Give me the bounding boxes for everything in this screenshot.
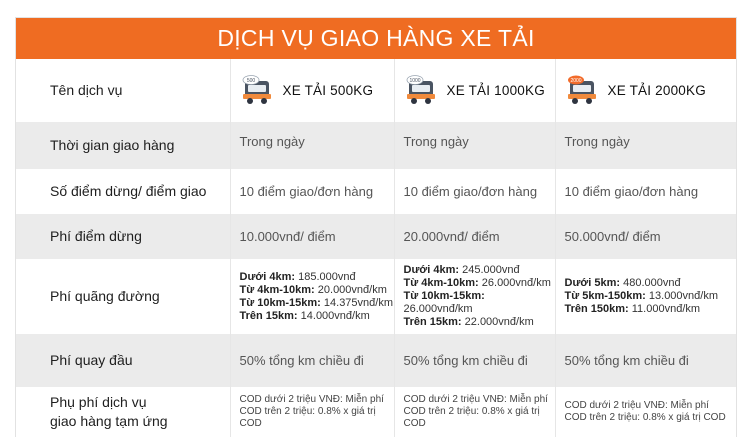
table-cell: Trong ngày [394,122,555,169]
cod-line: COD trên 2 triệu: 0.8% x giá trị COD [564,412,726,423]
table-cell: 20.000vnđ/ điểm [394,214,555,259]
table-row-service-name [16,59,736,122]
table-row-distance-fee [16,259,736,334]
fee-line: Từ 10km-15km: 14.375vnđ/km [239,296,393,309]
truck-name-500: XE TẢI 500KG [282,83,374,98]
fee-line: Dưới 4km: 245.000vnđ [403,264,520,276]
table-cell [394,387,555,437]
fee-line: Từ 10km-15km: 26.000vnđ/km [403,290,485,315]
table-cell: Trong ngày [230,122,394,169]
row-label-cod-fee [16,387,230,437]
table-cell: 10.000vnđ/ điểm [230,214,394,259]
table-row-delivery-time [16,122,736,169]
truck-icon [239,75,275,107]
truck-icon [403,75,439,107]
fee-line: Từ 5km-150km: 13.000vnđ/km [564,290,718,302]
truck-name-1000: XE TẢI 1000KG [446,83,545,98]
pricing-table [16,59,736,437]
truck-header-1000 [394,59,555,122]
truck-header-2000 [555,59,736,122]
cod-line: COD dưới 2 triệu VNĐ: Miễn phí [239,394,384,405]
row-label-return-fee: Phí quay đầu [16,334,230,387]
table-cell [394,259,555,334]
truck-name-2000: XE TẢI 2000KG [607,83,706,98]
table-row-cod-fee [16,387,736,437]
fee-line: Trên 15km: 14.000vnđ/km [239,309,370,322]
svg-text:2000: 2000 [569,77,582,84]
row-label-service-name: Tên dịch vụ [16,59,230,122]
truck-header-500 [230,59,394,122]
fee-line: Từ 4km-10km: 20.000vnđ/km [239,283,387,296]
fee-line: Dưới 4km: 185.000vnđ [239,270,356,283]
row-label-stops: Số điểm dừng/ điểm giao [16,169,230,214]
truck-icon [564,75,600,107]
table-cell [230,387,394,437]
row-label-distance-fee: Phí quãng đường [16,259,230,334]
cod-line: COD trên 2 triệu: 0.8% x giá trị COD [403,406,540,429]
table-row-return-fee [16,334,736,387]
table-cell: 50% tổng km chiều đi [230,334,394,387]
cod-line: COD trên 2 triệu: 0.8% x giá trị COD [239,406,376,429]
table-cell: 10 điểm giao/đơn hàng [394,169,555,214]
fee-line: Dưới 5km: 480.000vnđ [564,277,681,289]
table-cell: 50% tổng km chiều đi [394,334,555,387]
row-label-line: Phụ phí dịch vụ [50,394,147,410]
table-cell: 10 điểm giao/đơn hàng [555,169,736,214]
row-label-line: giao hàng tạm ứng [50,413,168,429]
row-label-delivery-time: Thời gian giao hàng [16,122,230,169]
fee-line: Trên 150km: 11.000vnđ/km [564,303,701,315]
table-cell: 50.000vnđ/ điểm [555,214,736,259]
svg-text:500: 500 [246,77,255,84]
table-cell [555,387,736,437]
svg-text:1000: 1000 [408,77,421,84]
table-cell: 50% tổng km chiều đi [555,334,736,387]
cod-line: COD dưới 2 triệu VNĐ: Miễn phí [564,400,709,411]
page-title: DỊCH VỤ GIAO HÀNG XE TẢI [16,18,736,59]
cod-line: COD dưới 2 triệu VNĐ: Miễn phí [403,394,548,405]
table-cell: Trong ngày [555,122,736,169]
table-cell [230,259,394,334]
fee-line: Từ 4km-10km: 26.000vnđ/km [403,277,551,289]
table-row-stops [16,169,736,214]
fee-line: Trên 15km: 22.000vnđ/km [403,316,534,328]
table-row-stop-fee [16,214,736,259]
service-table-card [15,17,737,437]
table-cell: 10 điểm giao/đơn hàng [230,169,394,214]
table-cell [555,259,736,334]
row-label-stop-fee: Phí điểm dừng [16,214,230,259]
